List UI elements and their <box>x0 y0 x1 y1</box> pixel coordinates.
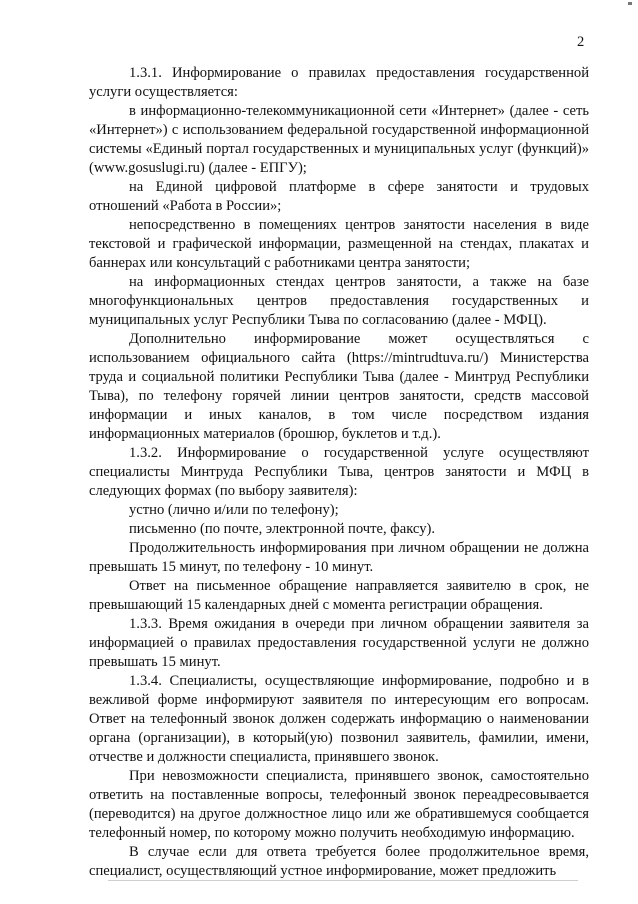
bottom-scan-line <box>108 880 578 881</box>
paragraph-1-3-1: 1.3.1. Информирование о правилах предоставления государственной услуги осуществляется: <box>89 65 589 100</box>
paragraph-internet: в информационно-телекоммуникационной сети «Интернет» (далее - сеть «Интернет») с использованием федеральной государственной информационной системы «Единый портал государственных и муниципальных услуг (функций)» (www.gosuslugi.ru) (далее - ЕПГУ); <box>89 103 589 176</box>
paragraph-longer-response: В случае если для ответа требуется более продолжительное время, специалист, осуществляющий устное информирование, может предложить <box>89 844 589 879</box>
page-number: 2 <box>577 34 585 50</box>
scan-corner-mark <box>628 2 632 5</box>
paragraph-redirect: При невозможности специалиста, принявшего звонок, самостоятельно ответить на поставленные вопросы, телефонный звонок переадресовывается (переводится) на другое должностное лицо или же обратившемуся сообщается телефонный номер, по которому можно получить необходимую информацию. <box>89 768 589 841</box>
paragraph-written-reply: Ответ на письменное обращение направляется заявителю в срок, не превышающий 15 календарных дней с момента регистрации обращения. <box>89 578 589 613</box>
document-body <box>89 64 589 881</box>
paragraph-info-stands: на информационных стендах центров занятости, а также на базе многофункциональных центров предоставления государственных и муниципальных услуг Республики Тыва по согласованию (далее - МФЦ). <box>89 274 589 328</box>
paragraph-employment-centers: непосредственно в помещениях центров занятости населения в виде текстовой и графической информации, размещенной на стендах, плакатах и баннерах или консультаций с работниками центра занятости; <box>89 217 589 271</box>
paragraph-additional-info: Дополнительно информирование может осуществляться с использованием официального сайта (https://mintrudtuva.ru/) Министерства труда и социальной политики Республики Тыва (далее - Минтруд Республики Тыва), по телефону горячей линии центров занятости, средств массовой информации и иных каналов, в том числе посредством издания информационных материалов (брошюр, буклетов и т.д.). <box>89 331 589 442</box>
paragraph-work-in-russia: на Единой цифровой платформе в сфере занятости и трудовых отношений «Работа в России»; <box>89 179 589 214</box>
paragraph-oral: устно (лично и/или по телефону); <box>129 502 339 518</box>
paragraph-1-3-2: 1.3.2. Информирование о государственной услуге осуществляют специалисты Минтруда Республики Тыва, центров занятости и МФЦ в следующих формах (по выбору заявителя): <box>89 445 589 499</box>
paragraph-written: письменно (по почте, электронной почте, факсу). <box>129 521 436 537</box>
paragraph-duration: Продолжительность информирования при личном обращении не должна превышать 15 минут, по телефону - 10 минут. <box>89 540 589 575</box>
paragraph-1-3-3: 1.3.3. Время ожидания в очереди при личном обращении заявителя за информацией о правилах предоставления государственной услуги не должно превышать 15 минут. <box>89 616 589 670</box>
paragraph-1-3-4: 1.3.4. Специалисты, осуществляющие информирование, подробно и в вежливой форме информируют заявителя по интересующим его вопросам. Ответ на телефонный звонок должен содержать информацию о наименовании органа (организации), в который(ую) позвонил заявитель, фамилии, имени, отчестве и должности специалиста, принявшего звонок. <box>89 673 589 765</box>
